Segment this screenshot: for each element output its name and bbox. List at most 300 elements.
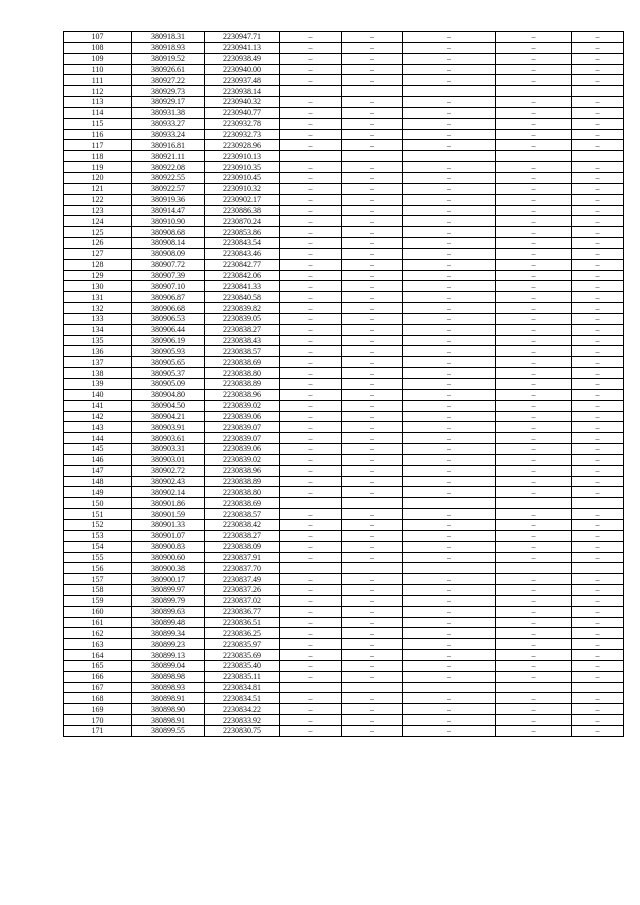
- cell-col-7: –: [496, 595, 572, 606]
- cell-col-4: –: [280, 259, 342, 270]
- table-row: [64, 628, 624, 639]
- cell-col-4: –: [280, 303, 342, 314]
- cell-col-4: –: [280, 704, 342, 715]
- cell-y-coordinate: 2230836.77: [205, 606, 280, 617]
- cell-y-coordinate: 2230902.17: [205, 194, 280, 205]
- table-row: [64, 281, 624, 292]
- cell-col-6: –: [403, 595, 496, 606]
- cell-point-number: 164: [64, 650, 132, 661]
- cell-col-7: –: [496, 172, 572, 183]
- table-row: [64, 118, 624, 129]
- cell-col-6: –: [403, 422, 496, 433]
- cell-y-coordinate: 2230937.48: [205, 75, 280, 86]
- cell-point-number: 120: [64, 172, 132, 183]
- cell-x-coordinate: 380906.19: [132, 335, 205, 346]
- cell-col-5: –: [342, 172, 403, 183]
- cell-y-coordinate: 2230928.96: [205, 140, 280, 151]
- cell-col-6: –: [403, 64, 496, 75]
- cell-col-7: –: [496, 660, 572, 671]
- cell-col-4: –: [280, 107, 342, 118]
- cell-col-8: –: [572, 303, 624, 314]
- cell-x-coordinate: 380918.31: [132, 32, 205, 43]
- cell-point-number: 138: [64, 368, 132, 379]
- table-row: [64, 238, 624, 249]
- table-row: [64, 400, 624, 411]
- cell-col-8: –: [572, 411, 624, 422]
- cell-x-coordinate: 380899.48: [132, 617, 205, 628]
- table-row: [64, 411, 624, 422]
- cell-y-coordinate: 2230938.14: [205, 86, 280, 97]
- cell-col-5: –: [342, 671, 403, 682]
- cell-col-8: –: [572, 324, 624, 335]
- cell-col-4: –: [280, 205, 342, 216]
- cell-col-7: [496, 563, 572, 574]
- cell-col-7: –: [496, 270, 572, 281]
- table-row: [64, 216, 624, 227]
- cell-col-8: –: [572, 313, 624, 324]
- cell-col-7: –: [496, 639, 572, 650]
- cell-col-7: –: [496, 574, 572, 585]
- cell-col-7: –: [496, 118, 572, 129]
- cell-col-6: –: [403, 75, 496, 86]
- cell-col-5: [342, 86, 403, 97]
- cell-y-coordinate: 2230839.07: [205, 433, 280, 444]
- cell-col-4: –: [280, 162, 342, 173]
- table-row: [64, 519, 624, 530]
- cell-point-number: 155: [64, 552, 132, 563]
- cell-col-6: –: [403, 97, 496, 108]
- cell-x-coordinate: 380922.55: [132, 172, 205, 183]
- cell-col-8: [572, 151, 624, 162]
- table-row: [64, 183, 624, 194]
- cell-x-coordinate: 380929.17: [132, 97, 205, 108]
- cell-point-number: 132: [64, 303, 132, 314]
- cell-col-8: –: [572, 530, 624, 541]
- cell-col-4: –: [280, 487, 342, 498]
- cell-x-coordinate: 380906.68: [132, 303, 205, 314]
- cell-x-coordinate: 380902.43: [132, 476, 205, 487]
- cell-col-7: [496, 151, 572, 162]
- cell-col-8: –: [572, 671, 624, 682]
- cell-point-number: 156: [64, 563, 132, 574]
- table-row: [64, 585, 624, 596]
- cell-col-8: –: [572, 465, 624, 476]
- cell-y-coordinate: 2230838.27: [205, 530, 280, 541]
- cell-col-6: –: [403, 400, 496, 411]
- cell-col-7: –: [496, 97, 572, 108]
- cell-col-7: –: [496, 32, 572, 43]
- cell-point-number: 154: [64, 541, 132, 552]
- cell-col-8: –: [572, 194, 624, 205]
- table-row: [64, 86, 624, 97]
- table-row: [64, 313, 624, 324]
- cell-x-coordinate: 380903.91: [132, 422, 205, 433]
- cell-col-6: –: [403, 519, 496, 530]
- cell-x-coordinate: 380905.37: [132, 368, 205, 379]
- table-row: [64, 140, 624, 151]
- cell-col-6: –: [403, 183, 496, 194]
- cell-col-6: –: [403, 303, 496, 314]
- cell-col-7: –: [496, 530, 572, 541]
- cell-x-coordinate: 380927.22: [132, 75, 205, 86]
- cell-y-coordinate: 2230834.22: [205, 704, 280, 715]
- cell-y-coordinate: 2230947.71: [205, 32, 280, 43]
- table-row: [64, 444, 624, 455]
- cell-y-coordinate: 2230932.78: [205, 118, 280, 129]
- cell-col-5: –: [342, 303, 403, 314]
- cell-y-coordinate: 2230886.38: [205, 205, 280, 216]
- cell-y-coordinate: 2230830.75: [205, 726, 280, 737]
- cell-y-coordinate: 2230837.91: [205, 552, 280, 563]
- cell-col-5: –: [342, 585, 403, 596]
- cell-y-coordinate: 2230838.80: [205, 368, 280, 379]
- cell-col-5: –: [342, 628, 403, 639]
- cell-col-7: –: [496, 238, 572, 249]
- cell-col-5: –: [342, 595, 403, 606]
- cell-col-5: –: [342, 140, 403, 151]
- cell-col-4: –: [280, 227, 342, 238]
- table-row: [64, 335, 624, 346]
- cell-x-coordinate: 380908.14: [132, 238, 205, 249]
- cell-col-8: –: [572, 650, 624, 661]
- cell-col-4: –: [280, 650, 342, 661]
- table-row: [64, 389, 624, 400]
- cell-col-7: –: [496, 324, 572, 335]
- cell-col-4: –: [280, 248, 342, 259]
- cell-col-8: –: [572, 379, 624, 390]
- cell-col-8: [572, 498, 624, 509]
- cell-x-coordinate: 380903.61: [132, 433, 205, 444]
- cell-col-6: –: [403, 162, 496, 173]
- cell-col-4: [280, 151, 342, 162]
- cell-y-coordinate: 2230838.80: [205, 487, 280, 498]
- cell-col-7: –: [496, 53, 572, 64]
- cell-col-8: –: [572, 346, 624, 357]
- cell-col-4: –: [280, 389, 342, 400]
- cell-col-5: –: [342, 574, 403, 585]
- cell-y-coordinate: 2230938.49: [205, 53, 280, 64]
- table-row: [64, 595, 624, 606]
- cell-col-4: –: [280, 129, 342, 140]
- cell-col-8: –: [572, 487, 624, 498]
- cell-x-coordinate: 380904.50: [132, 400, 205, 411]
- cell-x-coordinate: 380903.31: [132, 444, 205, 455]
- cell-y-coordinate: 2230837.26: [205, 585, 280, 596]
- cell-col-7: –: [496, 140, 572, 151]
- cell-col-4: –: [280, 194, 342, 205]
- cell-col-5: –: [342, 726, 403, 737]
- cell-col-8: –: [572, 97, 624, 108]
- cell-x-coordinate: 380900.17: [132, 574, 205, 585]
- cell-col-5: –: [342, 639, 403, 650]
- cell-col-6: –: [403, 726, 496, 737]
- table-row: [64, 422, 624, 433]
- cell-col-4: –: [280, 172, 342, 183]
- cell-col-6: –: [403, 476, 496, 487]
- cell-y-coordinate: 2230841.33: [205, 281, 280, 292]
- cell-y-coordinate: 2230838.96: [205, 389, 280, 400]
- cell-x-coordinate: 380899.97: [132, 585, 205, 596]
- cell-y-coordinate: 2230838.96: [205, 465, 280, 476]
- table-row: [64, 64, 624, 75]
- table-row: [64, 53, 624, 64]
- cell-col-6: –: [403, 248, 496, 259]
- cell-col-6: –: [403, 379, 496, 390]
- cell-x-coordinate: 380933.24: [132, 129, 205, 140]
- cell-col-7: –: [496, 487, 572, 498]
- cell-col-7: –: [496, 715, 572, 726]
- cell-x-coordinate: 380900.38: [132, 563, 205, 574]
- table-row: [64, 205, 624, 216]
- cell-x-coordinate: 380905.09: [132, 379, 205, 390]
- cell-y-coordinate: 2230870.24: [205, 216, 280, 227]
- cell-y-coordinate: 2230836.25: [205, 628, 280, 639]
- cell-col-4: –: [280, 617, 342, 628]
- cell-y-coordinate: 2230842.77: [205, 259, 280, 270]
- table-row: [64, 248, 624, 259]
- cell-y-coordinate: 2230842.06: [205, 270, 280, 281]
- cell-y-coordinate: 2230838.69: [205, 498, 280, 509]
- cell-col-4: –: [280, 519, 342, 530]
- cell-point-number: 168: [64, 693, 132, 704]
- cell-col-4: –: [280, 324, 342, 335]
- cell-x-coordinate: 380908.09: [132, 248, 205, 259]
- cell-col-4: –: [280, 368, 342, 379]
- cell-col-8: –: [572, 238, 624, 249]
- cell-col-5: –: [342, 368, 403, 379]
- cell-y-coordinate: 2230838.27: [205, 324, 280, 335]
- cell-y-coordinate: 2230910.45: [205, 172, 280, 183]
- cell-col-6: –: [403, 281, 496, 292]
- cell-y-coordinate: 2230839.82: [205, 303, 280, 314]
- cell-col-5: –: [342, 552, 403, 563]
- cell-col-4: –: [280, 552, 342, 563]
- cell-point-number: 124: [64, 216, 132, 227]
- cell-col-7: –: [496, 726, 572, 737]
- cell-col-5: –: [342, 97, 403, 108]
- cell-col-7: –: [496, 444, 572, 455]
- table-row: [64, 227, 624, 238]
- cell-col-8: –: [572, 704, 624, 715]
- cell-col-7: –: [496, 107, 572, 118]
- cell-col-5: –: [342, 465, 403, 476]
- cell-point-number: 134: [64, 324, 132, 335]
- cell-point-number: 121: [64, 183, 132, 194]
- cell-col-6: –: [403, 324, 496, 335]
- cell-col-4: –: [280, 140, 342, 151]
- cell-point-number: 170: [64, 715, 132, 726]
- cell-col-5: –: [342, 313, 403, 324]
- cell-y-coordinate: 2230834.81: [205, 682, 280, 693]
- cell-col-5: –: [342, 660, 403, 671]
- cell-col-7: –: [496, 454, 572, 465]
- cell-point-number: 158: [64, 585, 132, 596]
- table-row: [64, 270, 624, 281]
- cell-col-4: –: [280, 693, 342, 704]
- cell-point-number: 140: [64, 389, 132, 400]
- cell-y-coordinate: 2230910.32: [205, 183, 280, 194]
- cell-y-coordinate: 2230839.05: [205, 313, 280, 324]
- cell-col-6: –: [403, 574, 496, 585]
- cell-x-coordinate: 380900.83: [132, 541, 205, 552]
- table-row: [64, 357, 624, 368]
- cell-x-coordinate: 380906.87: [132, 292, 205, 303]
- cell-col-8: [572, 86, 624, 97]
- cell-col-4: –: [280, 238, 342, 249]
- cell-col-4: –: [280, 64, 342, 75]
- cell-x-coordinate: 380926.61: [132, 64, 205, 75]
- cell-point-number: 148: [64, 476, 132, 487]
- cell-col-7: –: [496, 693, 572, 704]
- table-row: [64, 552, 624, 563]
- cell-x-coordinate: 380899.13: [132, 650, 205, 661]
- cell-col-7: –: [496, 259, 572, 270]
- cell-col-6: –: [403, 671, 496, 682]
- cell-point-number: 149: [64, 487, 132, 498]
- cell-col-5: –: [342, 400, 403, 411]
- cell-col-7: –: [496, 422, 572, 433]
- cell-col-6: –: [403, 194, 496, 205]
- cell-col-6: –: [403, 693, 496, 704]
- cell-col-4: –: [280, 628, 342, 639]
- cell-col-5: –: [342, 704, 403, 715]
- cell-y-coordinate: 2230835.69: [205, 650, 280, 661]
- cell-col-8: –: [572, 519, 624, 530]
- cell-y-coordinate: 2230839.06: [205, 411, 280, 422]
- table-row: [64, 704, 624, 715]
- cell-col-5: –: [342, 227, 403, 238]
- cell-y-coordinate: 2230840.58: [205, 292, 280, 303]
- cell-col-7: –: [496, 216, 572, 227]
- cell-col-4: –: [280, 118, 342, 129]
- cell-col-5: [342, 682, 403, 693]
- cell-col-6: [403, 86, 496, 97]
- cell-col-8: –: [572, 509, 624, 520]
- cell-col-5: –: [342, 129, 403, 140]
- cell-point-number: 114: [64, 107, 132, 118]
- cell-col-5: –: [342, 444, 403, 455]
- cell-y-coordinate: 2230833.92: [205, 715, 280, 726]
- cell-col-5: –: [342, 42, 403, 53]
- cell-y-coordinate: 2230835.97: [205, 639, 280, 650]
- cell-x-coordinate: 380906.44: [132, 324, 205, 335]
- cell-y-coordinate: 2230910.35: [205, 162, 280, 173]
- cell-x-coordinate: 380903.01: [132, 454, 205, 465]
- cell-point-number: 152: [64, 519, 132, 530]
- table-row: [64, 574, 624, 585]
- cell-col-5: –: [342, 162, 403, 173]
- cell-y-coordinate: 2230932.73: [205, 129, 280, 140]
- cell-col-5: –: [342, 238, 403, 249]
- cell-col-8: –: [572, 628, 624, 639]
- cell-x-coordinate: 380918.93: [132, 42, 205, 53]
- cell-col-5: –: [342, 357, 403, 368]
- cell-y-coordinate: 2230837.70: [205, 563, 280, 574]
- cell-col-6: –: [403, 227, 496, 238]
- cell-col-6: –: [403, 270, 496, 281]
- cell-col-5: –: [342, 64, 403, 75]
- cell-col-6: –: [403, 639, 496, 650]
- cell-point-number: 113: [64, 97, 132, 108]
- cell-x-coordinate: 380922.08: [132, 162, 205, 173]
- table-row: [64, 151, 624, 162]
- cell-col-6: –: [403, 454, 496, 465]
- table-row: [64, 541, 624, 552]
- cell-col-8: –: [572, 444, 624, 455]
- cell-col-8: –: [572, 585, 624, 596]
- cell-point-number: 130: [64, 281, 132, 292]
- cell-col-5: –: [342, 433, 403, 444]
- cell-col-7: –: [496, 465, 572, 476]
- cell-col-5: –: [342, 32, 403, 43]
- cell-col-8: –: [572, 476, 624, 487]
- table-row: [64, 530, 624, 541]
- cell-point-number: 151: [64, 509, 132, 520]
- cell-y-coordinate: 2230940.00: [205, 64, 280, 75]
- cell-col-4: –: [280, 726, 342, 737]
- cell-col-6: –: [403, 585, 496, 596]
- cell-col-6: [403, 682, 496, 693]
- cell-col-4: –: [280, 606, 342, 617]
- cell-col-8: –: [572, 368, 624, 379]
- cell-point-number: 137: [64, 357, 132, 368]
- cell-col-8: –: [572, 281, 624, 292]
- cell-col-7: –: [496, 704, 572, 715]
- cell-col-8: –: [572, 454, 624, 465]
- cell-point-number: 146: [64, 454, 132, 465]
- cell-col-5: –: [342, 650, 403, 661]
- cell-point-number: 115: [64, 118, 132, 129]
- table-row: [64, 726, 624, 737]
- cell-col-8: –: [572, 595, 624, 606]
- cell-col-6: –: [403, 541, 496, 552]
- cell-col-5: –: [342, 422, 403, 433]
- cell-col-6: –: [403, 606, 496, 617]
- table-row: [64, 660, 624, 671]
- cell-col-4: –: [280, 346, 342, 357]
- cell-col-8: –: [572, 335, 624, 346]
- cell-x-coordinate: 380921.11: [132, 151, 205, 162]
- cell-col-6: –: [403, 140, 496, 151]
- cell-col-5: –: [342, 476, 403, 487]
- cell-col-6: –: [403, 530, 496, 541]
- cell-col-6: –: [403, 335, 496, 346]
- cell-x-coordinate: 380914.47: [132, 205, 205, 216]
- cell-col-8: –: [572, 660, 624, 671]
- cell-x-coordinate: 380906.53: [132, 313, 205, 324]
- cell-y-coordinate: 2230838.09: [205, 541, 280, 552]
- table-row: [64, 465, 624, 476]
- cell-col-6: –: [403, 715, 496, 726]
- cell-point-number: 129: [64, 270, 132, 281]
- cell-col-6: –: [403, 292, 496, 303]
- cell-y-coordinate: 2230941.13: [205, 42, 280, 53]
- cell-col-4: –: [280, 313, 342, 324]
- table-row: [64, 682, 624, 693]
- cell-y-coordinate: 2230834.51: [205, 693, 280, 704]
- table-row: [64, 715, 624, 726]
- cell-point-number: 169: [64, 704, 132, 715]
- cell-col-4: –: [280, 660, 342, 671]
- cell-col-7: –: [496, 606, 572, 617]
- cell-x-coordinate: 380898.91: [132, 715, 205, 726]
- cell-col-8: –: [572, 541, 624, 552]
- table-row: [64, 379, 624, 390]
- cell-y-coordinate: 2230940.32: [205, 97, 280, 108]
- cell-col-7: –: [496, 292, 572, 303]
- cell-col-7: –: [496, 281, 572, 292]
- cell-col-7: –: [496, 433, 572, 444]
